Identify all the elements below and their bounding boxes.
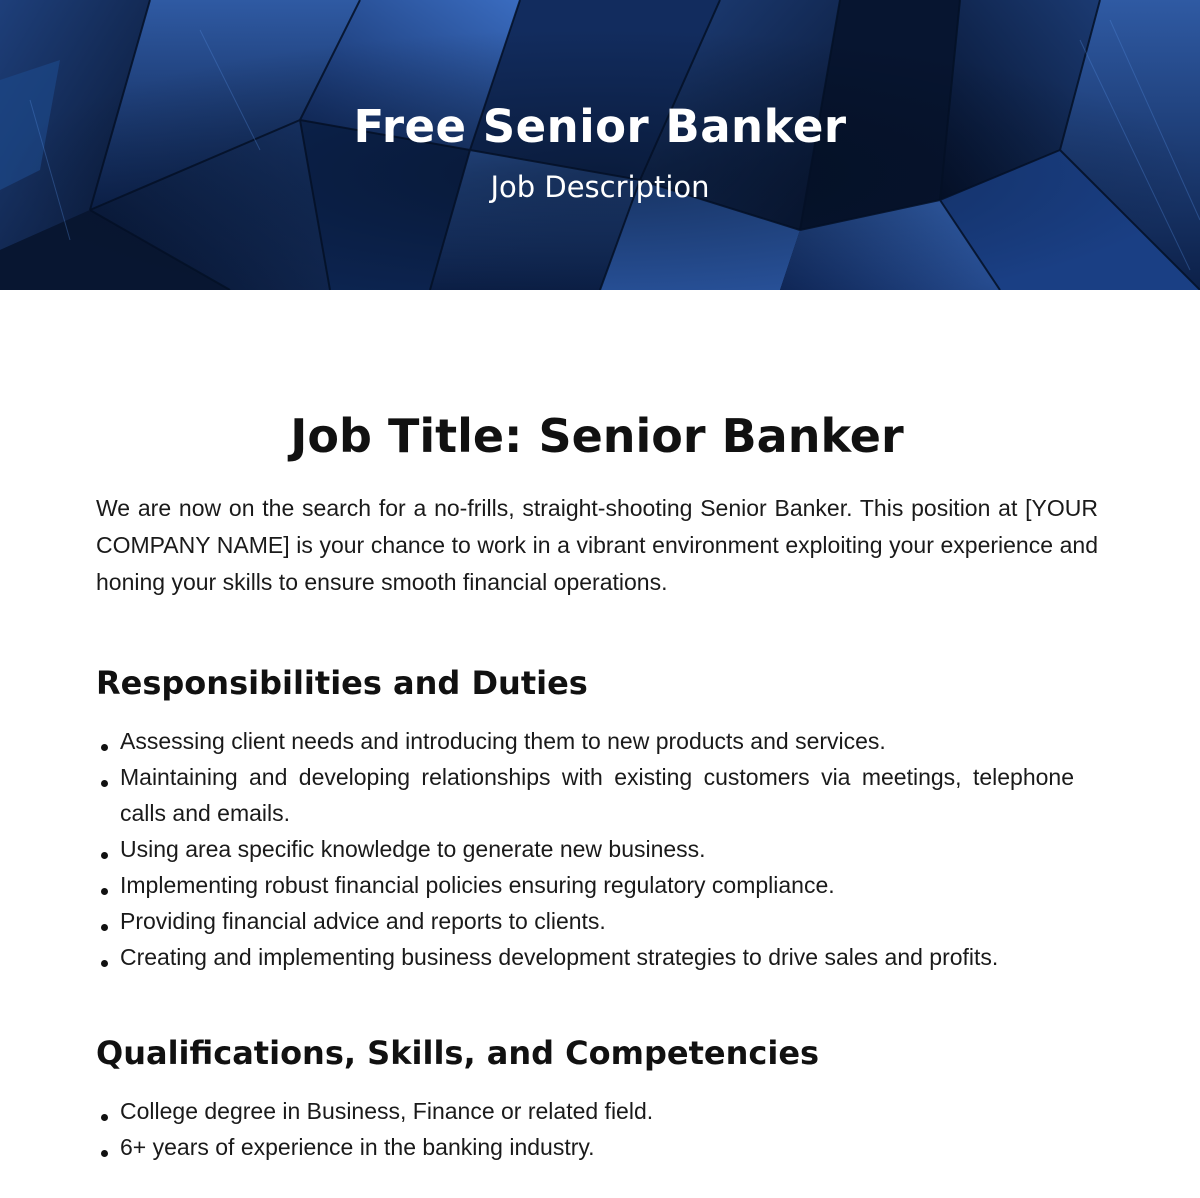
bullet-icon <box>101 1114 108 1121</box>
list-item <box>96 903 1074 939</box>
list-item-text: Using area specific knowledge to generate new business. <box>120 836 706 862</box>
list-item <box>96 867 1074 903</box>
list-item-text: Providing financial advice and reports to clients. <box>120 908 606 934</box>
list-item-text: Creating and implementing business development strategies to drive sales and profits. <box>120 944 999 970</box>
job-title: Job Title: Senior Banker <box>290 409 904 463</box>
list-item <box>96 939 1074 975</box>
bullet-icon <box>101 744 108 751</box>
header-banner <box>0 0 1200 290</box>
list-item-text: Maintaining and developing relationships with existing customers via meetings, telephone calls and emails. <box>120 764 1074 826</box>
list-item-text: Assessing client needs and introducing them to new products and services. <box>120 728 886 754</box>
bullet-icon <box>101 852 108 859</box>
banner-subtitle: Job Description <box>490 170 710 204</box>
bullet-icon <box>101 924 108 931</box>
list-item-text: Implementing robust financial policies ensuring regulatory compliance. <box>120 872 835 898</box>
qualifications-heading: Qualifications, Skills, and Competencies <box>96 1034 820 1072</box>
bullet-icon <box>101 1150 108 1157</box>
list-item-text: 6+ years of experience in the banking industry. <box>120 1134 595 1160</box>
list-item <box>96 759 1074 831</box>
list-item <box>96 1129 1074 1165</box>
list-item <box>96 1093 1074 1129</box>
bullet-icon <box>101 960 108 967</box>
bullet-icon <box>101 780 108 787</box>
list-item <box>96 831 1074 867</box>
qualifications-list <box>96 1093 1074 1165</box>
list-item-text: College degree in Business, Finance or related field. <box>120 1098 654 1124</box>
banner-title: Free Senior Banker <box>353 100 847 153</box>
document-body <box>96 408 1098 1165</box>
list-item <box>96 723 1074 759</box>
responsibilities-heading: Responsibilities and Duties <box>96 664 588 702</box>
responsibilities-list <box>96 723 1074 975</box>
bullet-icon <box>101 888 108 895</box>
intro-paragraph: We are now on the search for a no-frills, straight-shooting Senior Banker. This position at [YOUR COMPANY NAME] is your chance to work in a vibrant environment exploiting your experience and honing your skills to ensure smooth financial operations. <box>96 495 1098 595</box>
